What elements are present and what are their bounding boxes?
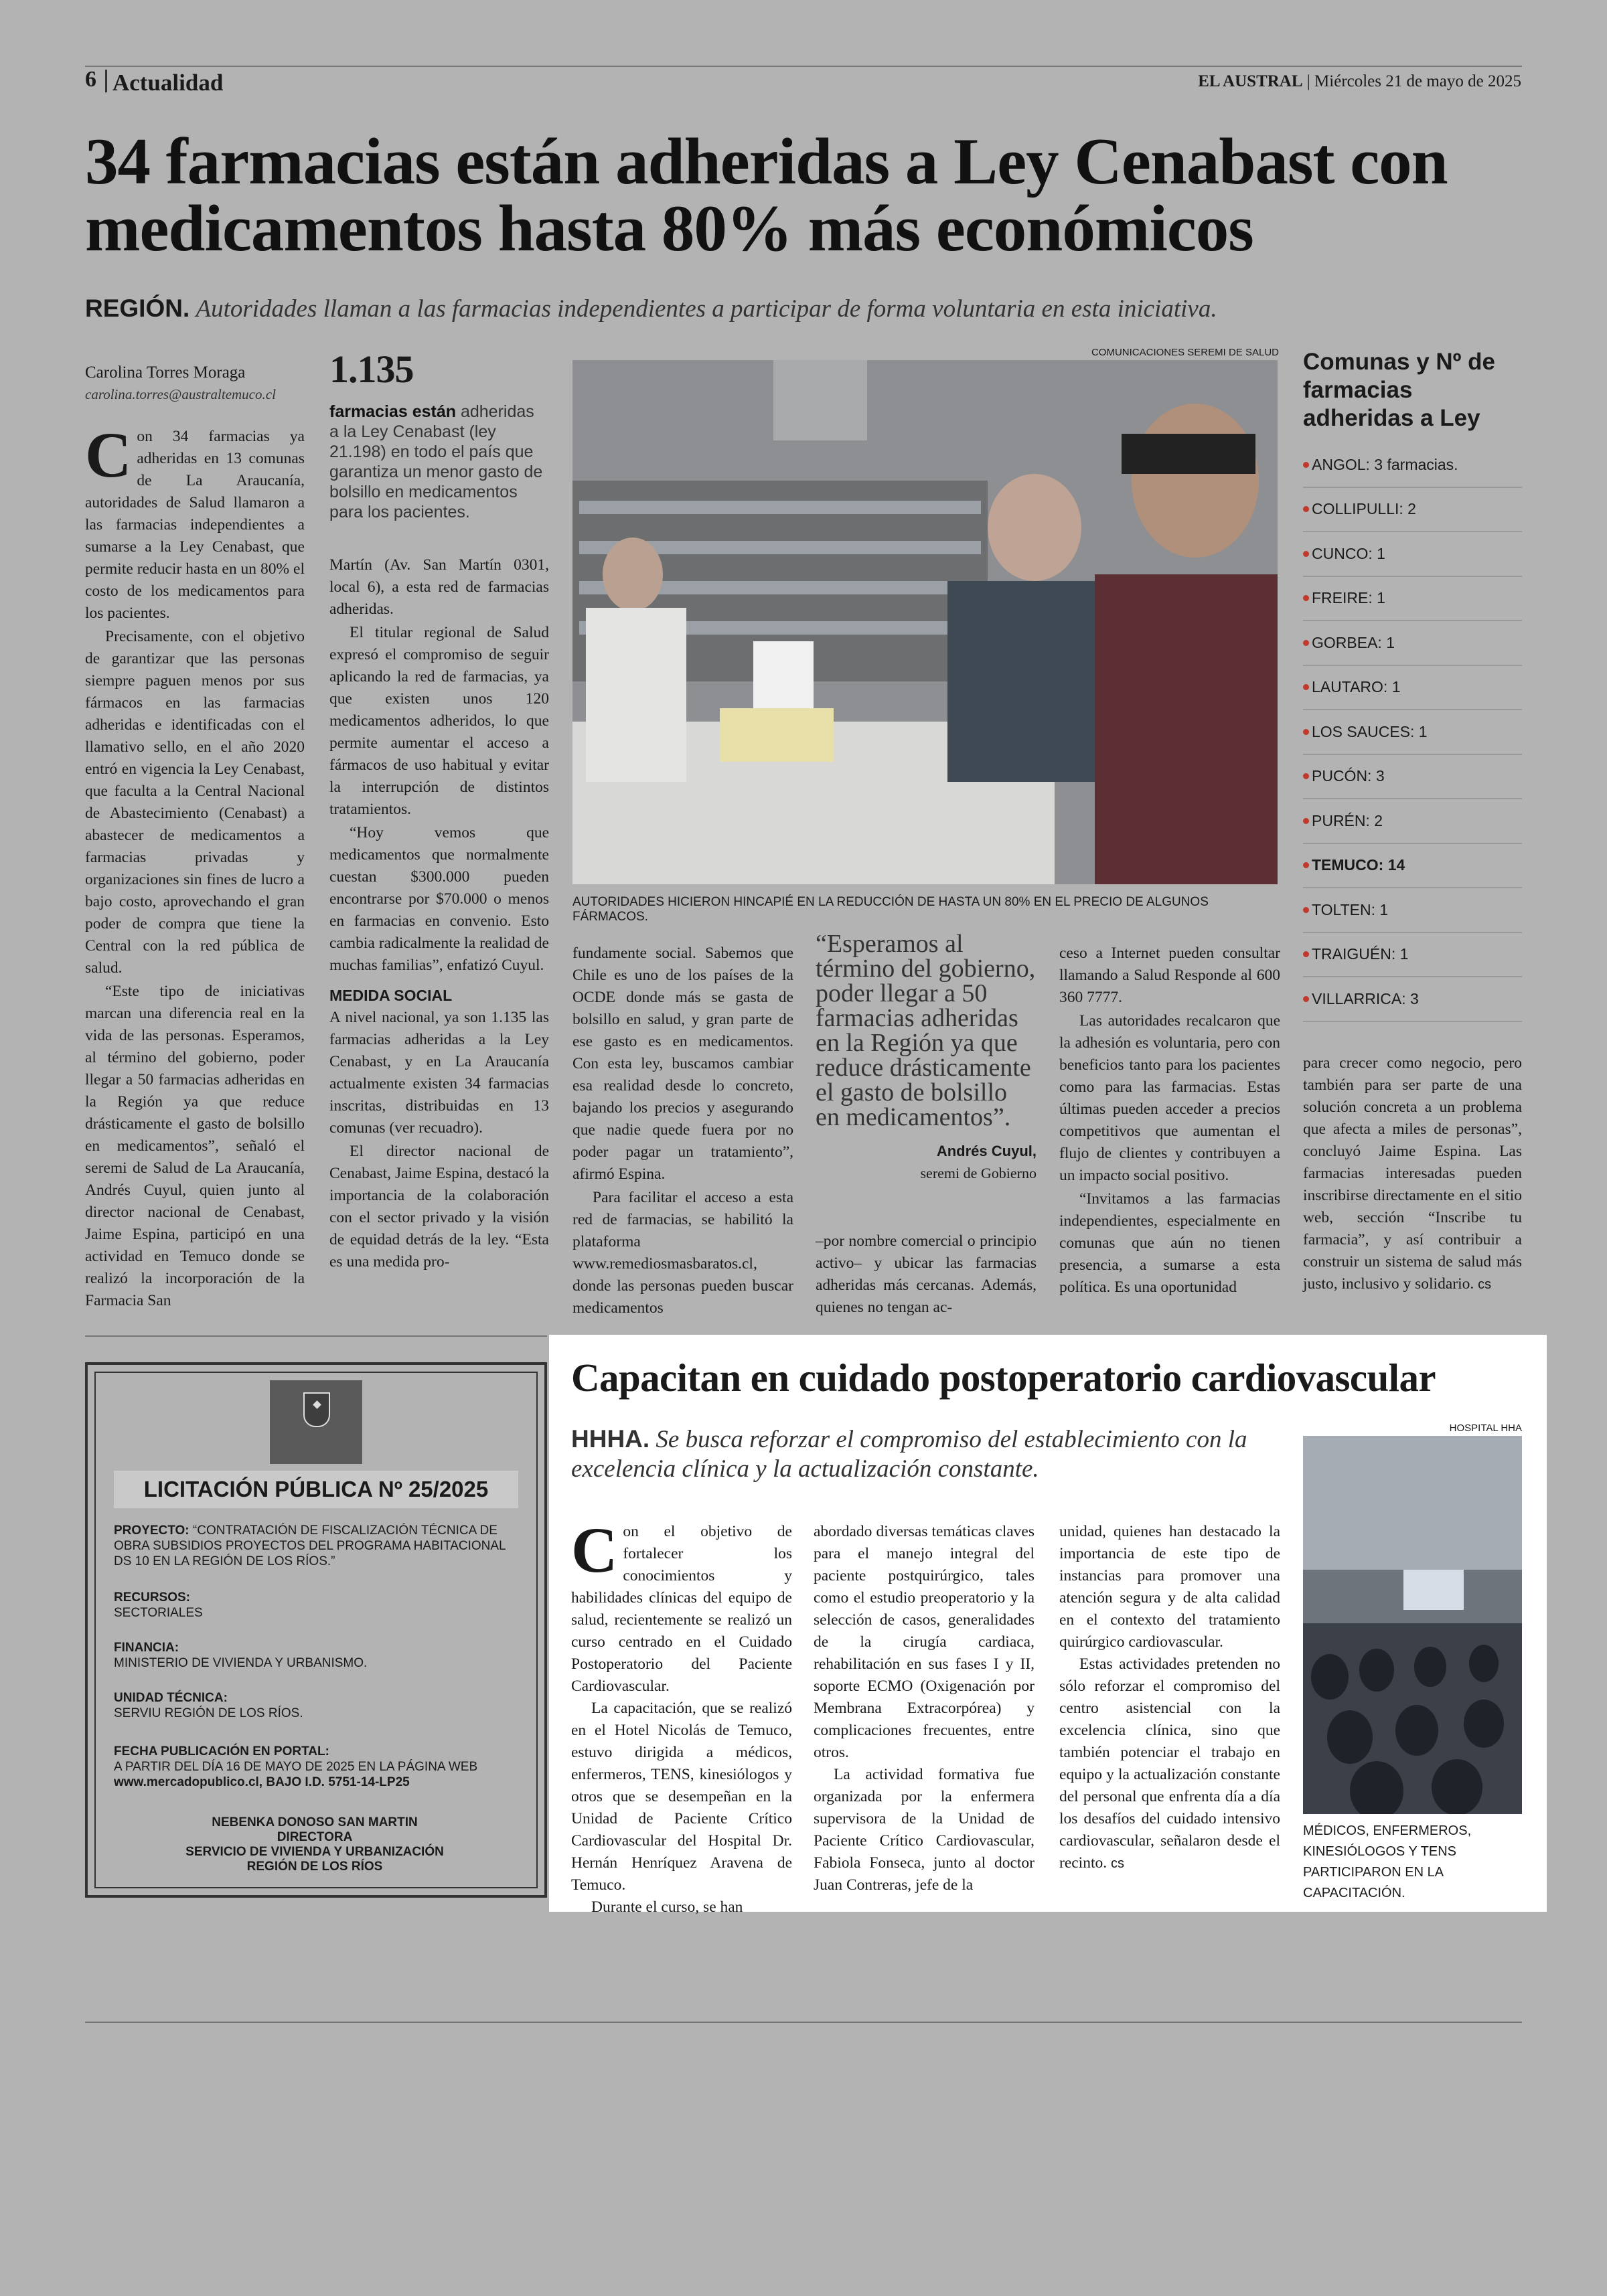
article2-col2 (814, 1521, 1035, 1896)
paragraph: Para facilitar el acceso a esta red de farmacias, se habilitó la plataforma www.remediosmasbaratos.cl, donde las personas pueden buscar medicamentos (572, 1189, 793, 1317)
end-mark: cs (1111, 1856, 1124, 1871)
photo-credit: COMUNICACIONES SEREMI DE SALUD (1091, 347, 1279, 358)
bullet-icon (1303, 462, 1309, 468)
bullet-icon (1303, 729, 1309, 735)
paragraph: abordado diversas temáticas claves para el manejo integral del paciente postquirúrgico, tales como el estudio preoperatorio y la selección de casos, generalidades de la cirugía cardiaca, rehabilitación en sus fases I y II, soporte ECMO (Oxigenación por Membrana Extracorpórea) y complicaciones frecuentes, entre otros. (814, 1523, 1035, 1761)
pull-quote: “Esperamos al término del gobierno, poder llegar a 50 farmacias adheridas en la Región ya que reduce drásticamente el gasto de bolsillo en medicamentos”. (816, 930, 1036, 1131)
list-item: TOLTEN: 1 (1303, 888, 1522, 933)
article2-col3 (1059, 1521, 1280, 1875)
list-item: LOS SAUCES: 1 (1303, 710, 1522, 755)
article1-col5 (1059, 942, 1280, 1300)
list-item: PURÉN: 2 (1303, 799, 1522, 844)
tender-unit: UNIDAD TÉCNICA: SERVIU REGIÓN DE LOS RÍOS. (114, 1691, 303, 1720)
article1-col4 (816, 1230, 1037, 1320)
paragraph: –por nombre comercial o principio activo– y ubicar las farmacias adheridas más cercanas. Además, quienes no tengan ac- (816, 1232, 1037, 1316)
list-item: FREIRE: 1 (1303, 577, 1522, 622)
bottom-rule (85, 2022, 1522, 2023)
headline: 34 farmacias están adheridas a Ley Cenabast con medicamentos hasta 80% más económicos (85, 125, 1448, 265)
photo-credit: HOSPITAL HHA (1449, 1422, 1522, 1434)
masthead: EL AUSTRAL | Miércoles 21 de mayo de 2025 (1198, 72, 1521, 90)
article1-col6 (1303, 1052, 1522, 1297)
deck-text: Se busca reforzar el compromiso del establecimiento con la excelencia clínica y la actualización constante. (571, 1426, 1247, 1483)
quote-role: seremi de Gobierno (920, 1165, 1037, 1181)
byline-email: carolina.torres@australtemuco.cl (85, 386, 276, 402)
training-photo (1303, 1436, 1522, 1814)
sidebar-list (1303, 443, 1522, 1022)
list-item: PUCÓN: 3 (1303, 755, 1522, 800)
article1-col2 (329, 554, 549, 1275)
bullet-icon (1303, 773, 1309, 779)
dropcap: C (85, 419, 132, 491)
serviu-logo (270, 1380, 362, 1464)
list-item: GORBEA: 1 (1303, 621, 1522, 666)
bullet-icon (1303, 506, 1309, 512)
deck-kicker: REGIÓN. (85, 295, 190, 322)
bullet-icon (1303, 907, 1309, 913)
paper-name: EL AUSTRAL (1198, 72, 1303, 90)
stat-number: 1.135 (329, 347, 414, 391)
paragraph: Estas actividades pretenden no sólo reforzar el compromiso del centro asistencial con la excelencia clínica, sino que también potenciar el trabajo en equipo y la actualización constante del personal que enfrenta día a día los desafíos del cuidado intensivo cardiovascular, señalaron desde el recinto. cs (1059, 1655, 1280, 1872)
list-item: COLLIPULLI: 2 (1303, 488, 1522, 533)
paragraph: unidad, quienes han destacado la importancia de este tipo de instancias para promover una atención segura y de alta calidad en el contexto del tratamiento quirúrgico cardiovascular. (1059, 1523, 1280, 1651)
header-divider (105, 70, 107, 92)
paragraph: “Hoy vemos que medicamentos que normalmente cuestan $300.000 pueden encontrarse por $70.000 o menos en farmacias en convenio. Esto cambia radicalmente la realidad de muchas familias”, enfatizó Cuyul. (329, 824, 549, 974)
paragraph: Con 34 farmacias ya adheridas en 13 comunas de La Araucanía, autoridades de Salud llamaron a las farmacias independientes a sumarse a la Ley Cenabast, que permite reducir hasta en un 80% el costo de los medicamentos para los pacientes. (85, 419, 305, 622)
section-name: Actualidad (112, 70, 224, 96)
stat-text: farmacias están adheridas a la Ley Cenabast (ley 21.198) en todo el país que garantiza un menor gasto de bolsillo en medicamentos para los pacientes. (329, 402, 543, 521)
paragraph: Precisamente, con el objetivo de garantizar que las personas siempre paguen menos por sus fármacos en las farmacias adheridas e identificadas con el llamativo sello, en el año 2020 entró en vigencia la Ley Cenabast, que faculta a la Central Nacional de Abastecimiento (Cenabast) a abastecer de medicamentos a farmacias privadas y organizaciones sin fines de lucro a bajo costo, aprovechando el gran poder de compra que tiene la Central con la red pública de salud. (85, 628, 305, 977)
subtitle: MEDIDA SOCIAL (329, 987, 453, 1004)
bullet-icon (1303, 951, 1309, 957)
tender-funding: FINANCIA: MINISTERIO DE VIVIENDA Y URBANISMO. (114, 1641, 368, 1670)
paragraph: A nivel nacional, ya son 1.135 las farmacias adheridas a la Ley Cenabast, y en La Araucanía actualmente existen 34 farmacias inscritas, distribuidas en 13 comunas (ver recuadro). (329, 1009, 549, 1137)
dropcap: C (571, 1514, 618, 1586)
paragraph: El titular regional de Salud expresó el compromiso de seguir aplicando la red de farmacias, ya que existen unos 120 medicamentos adheridos, lo que permite aumentar el acceso a fármacos de uso habitual y evitar la interrupción de distintos tratamientos. (329, 624, 549, 818)
deck (85, 295, 1531, 323)
article2-deck (571, 1424, 1281, 1484)
list-item: VILLARRICA: 3 (1303, 977, 1522, 1022)
sidebar-title: Comunas y Nº de farmacias adheridas a Ley (1303, 349, 1496, 431)
bullet-icon (1303, 996, 1309, 1002)
page-number: 6 (85, 67, 96, 92)
tender-resources: RECURSOS: SECTORIALES (114, 1590, 203, 1620)
list-item: TEMUCO: 14 (1303, 844, 1522, 889)
paragraph: La capacitación, que se realizó en el Hotel Nicolás de Temuco, estuvo dirigida a médicos, enfermeros, TENS, kinesiólogos y otros que se desempeñan en la Unidad de Paciente Crítico Cardiovascular del Hospital Dr. Hernán Henríquez Aravena de Temuco. (571, 1700, 792, 1894)
paragraph: fundamente social. Sabemos que Chile es uno de los países de la OCDE donde más se gasta de bolsillo en salud, y gran parte de ese gasto es en medicamentos. Con esta ley, buscamos cambiar esa realidad desde lo concreto, bajando los precios y asegurando que nadie quede fuera por no poder pagar un tratamiento”, afirmó Espina. (572, 945, 793, 1183)
paragraph: ceso a Internet pueden consultar llamando a Salud Responde al 600 360 7777. (1059, 945, 1280, 1006)
article2-col1 (571, 1514, 792, 1918)
list-item: LAUTARO: 1 (1303, 666, 1522, 711)
paragraph: “Invitamos a las farmacias independientes, especialmente en comunas que aún no tienen presencia, a sumarse a esta política. Es una oportunidad (1059, 1190, 1280, 1296)
bullet-icon (1303, 595, 1309, 601)
stat-lead: farmacias están (329, 402, 457, 421)
paragraph: “Este tipo de iniciativas marcan una diferencia real en la vida de las personas. Esperamos, al término del gobierno, poder llegar a 50 farmacias adheridas en la Región ya que reduce drásticamente el gasto de bolsillo en medicamentos”, señaló el seremi de Salud de La Araucanía, Andrés Cuyul, quien junto al director nacional de Cenabast, Jaime Espina, participó en una actividad en Temuco donde se realizó la incorporación de la Farmacia San (85, 983, 305, 1309)
tender-signature: NEBENKA DONOSO SAN MARTIN DIRECTORA SERVICIO DE VIVIENDA Y URBANIZACIÓN REGIÓN DE LOS RÍOS (185, 1815, 444, 1874)
paragraph: El director nacional de Cenabast, Jaime Espina, destacó la importancia de la colaboración con el sector privado y la visión de equidad detrás de la ley. “Esta es una medida pro- (329, 1143, 549, 1270)
pharmacy-photo-illustration (572, 360, 1278, 884)
list-item: TRAIGUÉN: 1 (1303, 933, 1522, 978)
photo-caption: MÉDICOS, ENFERMEROS, KINESIÓLOGOS Y TENS PARTICIPARON EN LA CAPACITACIÓN. (1303, 1823, 1472, 1900)
bullet-icon (1303, 551, 1309, 557)
deck-kicker: HHHA. (571, 1425, 650, 1453)
bullet-icon (1303, 640, 1309, 646)
paragraph: La actividad formativa fue organizada por la enfermera supervisora de la Unidad de Paciente Crítico Cardiovascular, Fabiola Fonseca, junto al doctor Juan Contreras, jefe de la (814, 1766, 1035, 1894)
photo-caption: AUTORIDADES HICIERON HINCAPIÉ EN LA REDUCCIÓN DE HASTA UN 80% EN EL PRECIO DE ALGUNOS FÁRMACOS. (572, 895, 1209, 924)
bullet-icon (1303, 818, 1309, 824)
tender-title: LICITACIÓN PÚBLICA Nº 25/2025 (114, 1471, 518, 1508)
paragraph: Martín (Av. San Martín 0301, local 6), a esta red de farmacias adheridas. (329, 556, 549, 618)
deck-text: Autoridades llaman a las farmacias independientes a participar de forma voluntaria en esta iniciativa. (196, 295, 1217, 323)
section-rule (85, 1335, 547, 1337)
tender-project: PROYECTO: “CONTRATACIÓN DE FISCALIZACIÓN TÉCNICA DE OBRA SUBSIDIOS PROYECTOS DEL PROGRAMA HABITACIONAL DS 10 EN LA REGIÓN DE LOS RÍOS.” (114, 1524, 506, 1568)
shield-icon (303, 1392, 330, 1427)
paragraph: Durante el curso, se han (591, 1898, 743, 1916)
article2-headline: Capacitan en cuidado postoperatorio cardiovascular (571, 1356, 1436, 1400)
classroom-photo-illustration (1303, 1436, 1522, 1814)
article1-col1 (85, 361, 305, 1313)
paragraph: para crecer como negocio, pero también para ser parte de una solución concreta a un problema que afecta a miles de personas”, concluyó Jaime Espina. Las farmacias interesadas pueden inscribirse directamente en el sitio web, sección “Inscribe tu farmacia”, y así contribuir a construir un sistema de salud más justo, inclusivo y solidario. cs (1303, 1054, 1522, 1293)
bullet-icon (1303, 684, 1309, 690)
paragraph: Las autoridades recalcaron que la adhesión es voluntaria, pero con beneficios tanto para los pacientes como para las farmacias. Estas últimas pueden acceder a precios competitivos que aumentan el flujo de clientes y contribuyen a un impacto social positivo. (1059, 1012, 1280, 1184)
tender-date: FECHA PUBLICACIÓN EN PORTAL: A PARTIR DEL DÍA 16 DE MAYO DE 2025 EN LA PÁGINA WEB www.mercadopublico.cl, BAJO I.D. 5751-14-LP25 (114, 1744, 478, 1789)
top-rule (85, 66, 1522, 67)
issue-date: Miércoles 21 de mayo de 2025 (1314, 72, 1521, 90)
quote-author: Andrés Cuyul, (936, 1143, 1037, 1159)
byline-name: Carolina Torres Moraga (85, 363, 246, 382)
end-mark: cs (1478, 1277, 1492, 1292)
article1-col3 (572, 942, 793, 1321)
main-photo (572, 360, 1278, 884)
paragraph: Con el objetivo de fortalecer los conocimientos y habilidades clínicas del equipo de salud, recientemente se realizó un curso centrado en el Cuidado Postoperatorio del Paciente Cardiovascular. (571, 1514, 792, 1695)
bullet-icon (1303, 862, 1309, 868)
list-item: CUNCO: 1 (1303, 532, 1522, 577)
list-item: ANGOL: 3 farmacias. (1303, 443, 1522, 488)
